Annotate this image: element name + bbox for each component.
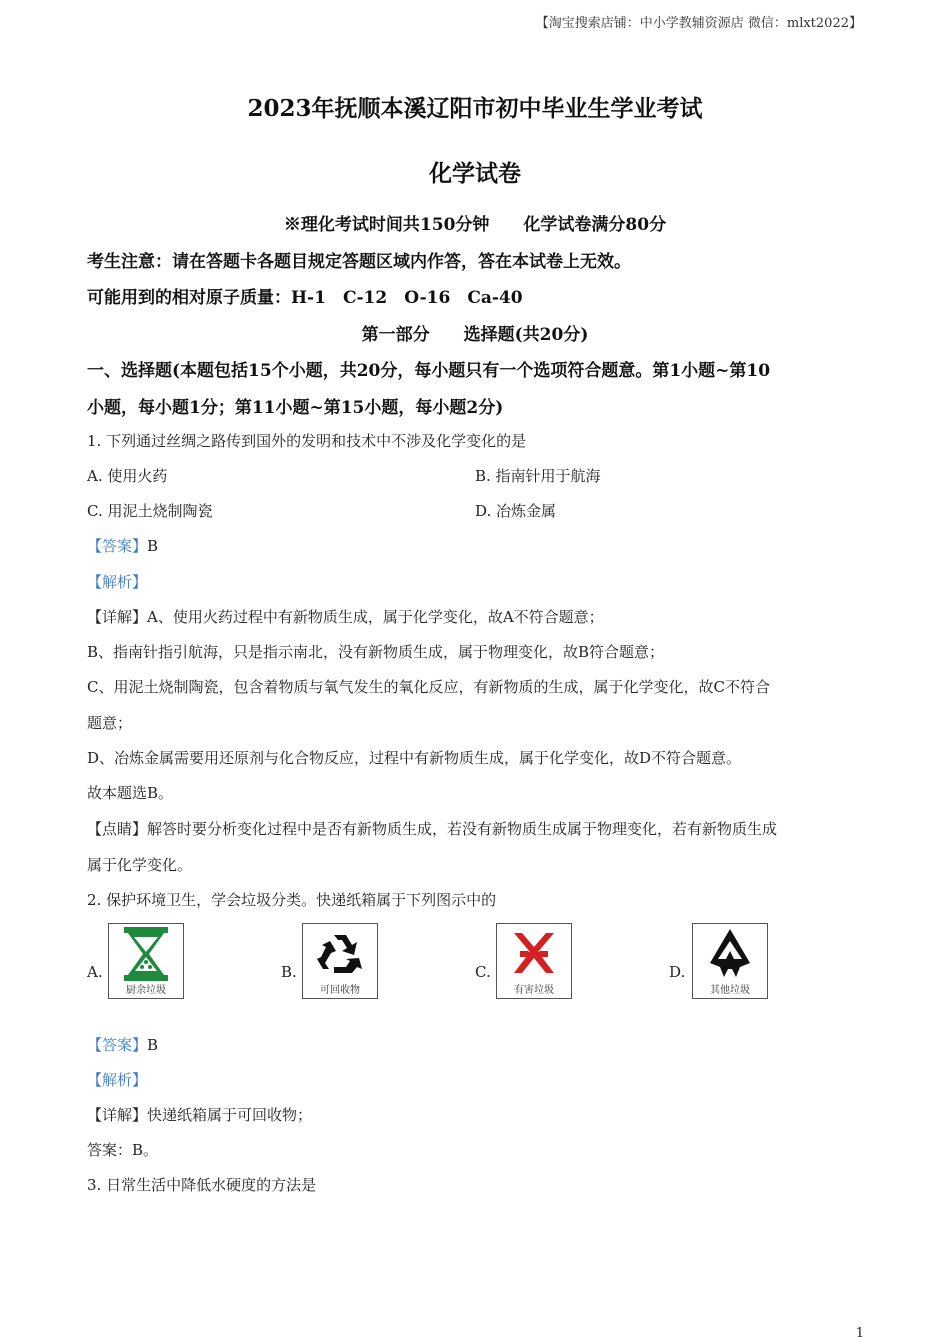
q2-option-c-label: C. bbox=[475, 963, 491, 981]
q1-detail-1: 【详解】A、使用火药过程中有新物质生成，属于化学变化，故A不符合题意； bbox=[87, 608, 604, 626]
q2-option-a-image bbox=[108, 923, 184, 999]
q2-option-c-image bbox=[496, 923, 572, 999]
exam-title: 2023年抚顺本溪辽阳市初中毕业生学业考试 bbox=[247, 95, 703, 122]
q1-option-d: D. 冶炼金属 bbox=[475, 502, 557, 520]
q2-option-a-caption: 厨余垃圾 bbox=[126, 985, 166, 996]
q2-option-d-label: D. bbox=[669, 963, 686, 981]
q1-answer bbox=[87, 535, 158, 556]
recyclable-icon bbox=[312, 927, 368, 981]
q1-detail-3: C、用泥土烧制陶瓷，包含着物质与氧气发生的氧化反应，有新物质的生成，属于化学变化，故C不符合 bbox=[87, 678, 770, 696]
exam-info: ※理化考试时间共150分钟 化学试卷满分80分 bbox=[283, 215, 667, 235]
q1-detail-6: 故本题选B。 bbox=[87, 784, 174, 802]
q1-option-a: A. 使用火药 bbox=[87, 467, 168, 485]
kitchen-waste-icon bbox=[118, 927, 174, 981]
header-note: 【淘宝搜索店铺：中小学教辅资源店 微信：mlxt2022】 bbox=[535, 16, 862, 31]
q2-option-a-label: A. bbox=[87, 963, 103, 981]
q2-analysis-label: 【解析】 bbox=[87, 1071, 148, 1089]
answer-value: B bbox=[147, 1036, 159, 1054]
q2-final-answer: 答案：B。 bbox=[87, 1141, 159, 1159]
section-heading-line2: 小题，每小题1分；第11小题~第15小题，每小题2分) bbox=[87, 398, 504, 418]
q2-stem: 2. 保护环境卫生，学会垃圾分类。快递纸箱属于下列图示中的 bbox=[87, 891, 497, 909]
q2-option-d-caption: 其他垃圾 bbox=[710, 985, 750, 996]
q2-option-b-label: B. bbox=[281, 963, 297, 981]
q1-stem: 1. 下列通过丝绸之路传到国外的发明和技术中不涉及化学变化的是 bbox=[87, 432, 527, 450]
q1-tip-2: 属于化学变化。 bbox=[87, 856, 193, 874]
q3-stem: 3. 日常生活中降低水硬度的方法是 bbox=[87, 1176, 317, 1194]
atomic-mass: 可能用到的相对原子质量：H-1 C-12 O-16 Ca-40 bbox=[87, 288, 523, 308]
other-waste-icon bbox=[702, 927, 758, 981]
page-number: 1 bbox=[855, 1326, 864, 1341]
q1-option-b: B. 指南针用于航海 bbox=[475, 467, 601, 485]
answer-value: B bbox=[147, 537, 159, 555]
exam-notice: 考生注意：请在答题卡各题目规定答题区域内作答，答在本试卷上无效。 bbox=[87, 252, 631, 272]
answer-label: 【答案】 bbox=[87, 1036, 148, 1054]
q1-detail-2: B、指南针指引航海，只是指示南北，没有新物质生成，属于物理变化，故B符合题意； bbox=[87, 643, 665, 661]
q1-detail-5: D、冶炼金属需要用还原剂与化合物反应，过程中有新物质生成，属于化学变化，故D不符合题意。 bbox=[87, 749, 742, 767]
q1-tip-1: 【点睛】解答时要分析变化过程中是否有新物质生成，若没有新物质生成属于物理变化，若有新物质生成 bbox=[87, 820, 778, 838]
q2-detail: 【详解】快递纸箱属于可回收物； bbox=[87, 1106, 313, 1124]
q2-option-b-image bbox=[302, 923, 378, 999]
q2-answer bbox=[87, 1034, 158, 1055]
q1-analysis-label: 【解析】 bbox=[87, 573, 148, 591]
q2-option-c-caption: 有害垃圾 bbox=[514, 985, 554, 996]
exam-subtitle: 化学试卷 bbox=[429, 160, 521, 187]
answer-label: 【答案】 bbox=[87, 537, 148, 555]
section-heading-line1: 一、选择题(本题包括15个小题，共20分，每小题只有一个选项符合题意。第1小题~第10 bbox=[87, 361, 771, 381]
part-heading: 第一部分 选择题(共20分) bbox=[361, 325, 589, 345]
q2-option-d-image bbox=[692, 923, 768, 999]
q1-detail-4: 题意； bbox=[87, 714, 133, 732]
hazardous-waste-icon bbox=[506, 927, 562, 981]
q2-option-b-caption: 可回收物 bbox=[320, 985, 360, 996]
q1-option-c: C. 用泥土烧制陶瓷 bbox=[87, 502, 213, 520]
